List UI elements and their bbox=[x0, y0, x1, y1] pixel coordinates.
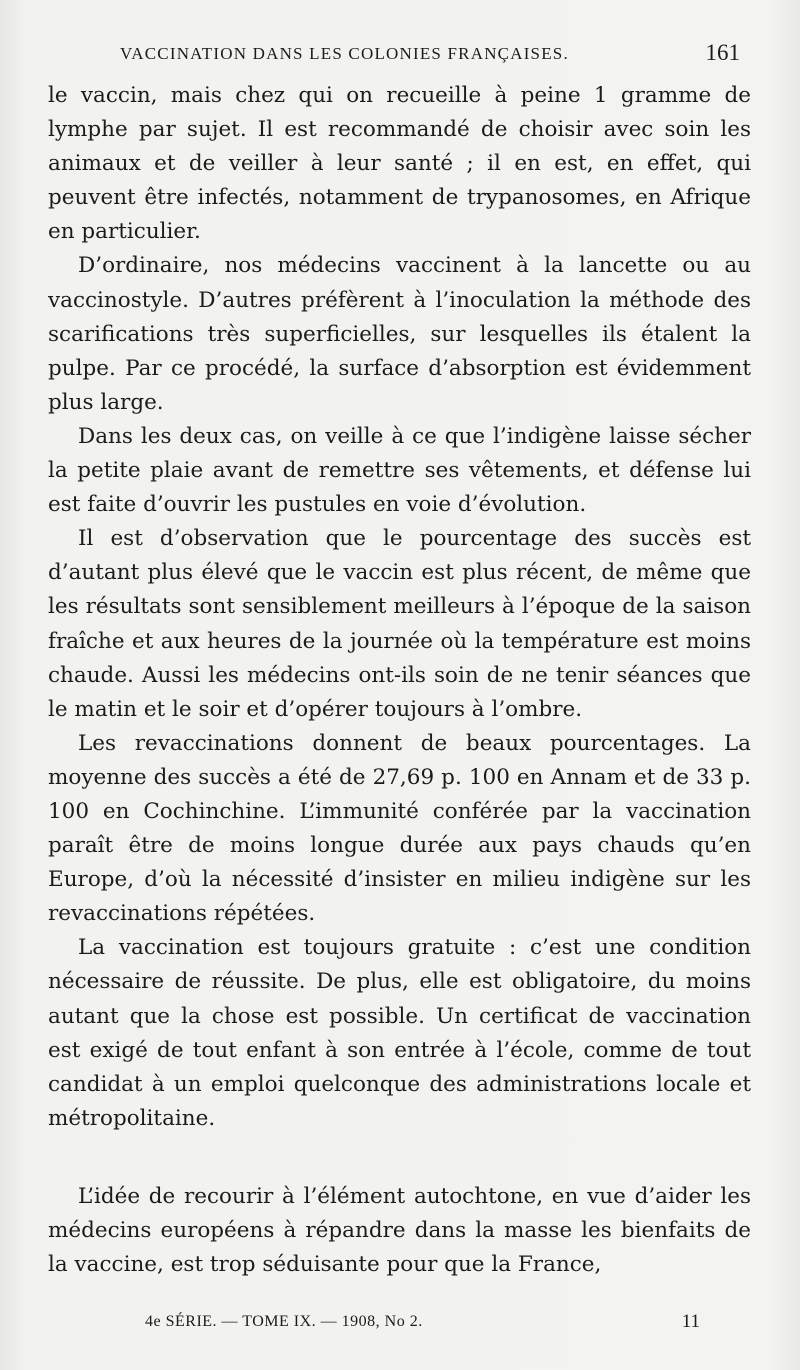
body-text bbox=[48, 79, 751, 1282]
running-head bbox=[120, 40, 740, 70]
signature-mark: 11 bbox=[681, 1311, 700, 1332]
paragraph-free-vaccination: La vaccination est toujours gratuite : c’est une condition nécessaire de réussite. De plus, elle est obligatoire, du moins autant que la chose est possible. Un certificat de vaccination est exigé de tout enfant à son entrée à l’école, comme de tout candidat à un emploi quelconque des administrations locale et métropolitaine. bbox=[48, 935, 751, 1131]
signature-line: 4e SÉRIE. — TOME IX. — 1908, No 2. bbox=[145, 1313, 423, 1330]
paragraph-drying-wound: Dans les deux cas, on veille à ce que l’indigène laisse sécher la petite plaie avant de remettre ses vêtements, et défense lui est faite d’ouvrir les pustules en voie d’évolution. bbox=[48, 423, 751, 518]
paragraph-success-rate: Il est d’observation que le pourcentage des succès est d’autant plus élevé que le vaccin est plus récent, de même que les résultats sont sensiblement meilleurs à l’époque de la saison fraîche et aux heures de la journée où la température est moins chaude. Aussi les médecins ont-ils soin de ne tenir séances que le matin et le soir et d’opérer toujours à l’ombre. bbox=[48, 526, 751, 722]
signature-footer bbox=[145, 1311, 700, 1339]
running-title: VACCINATION DANS LES COLONIES FRANÇAISES. bbox=[120, 44, 569, 63]
paragraph-vaccination-methods: D’ordinaire, nos médecins vaccinent à la lancette ou au vaccinostyle. D’autres préfèrent à l’inoculation la méthode des scarifications très superficielles, sur lesquelles ils étalent la pulpe. Par ce procédé, la surface d’absorption est évidemment plus large. bbox=[48, 253, 751, 415]
paragraph-continued: le vaccin, mais chez qui on recueille à peine 1 gramme de lymphe par sujet. Il est recommandé de choisir avec soin les animaux et de veiller à leur santé ; il en est, en effet, qui peuvent être infectés, notamment de trypanosomes, en Afrique en particulier. bbox=[48, 83, 751, 245]
paragraph-revaccinations: Les revaccinations donnent de beaux pourcentages. La moyenne des succès a été de 27,69 p. 100 en Annam et de 33 p. 100 en Cochinchine. L’immunité conférée par la vaccination paraît être de moins longue durée aux pays chauds qu’en Europe, d’où la nécessité d’insister en milieu indigène sur les revaccinations répétées. bbox=[48, 730, 751, 927]
page-number: 161 bbox=[705, 40, 740, 65]
paragraph-native-element: L’idée de recourir à l’élément autochtone, en vue d’aider les médecins européens à répandre dans la masse les bienfaits de la vaccine, est trop séduisante pour que la France, bbox=[48, 1183, 751, 1278]
